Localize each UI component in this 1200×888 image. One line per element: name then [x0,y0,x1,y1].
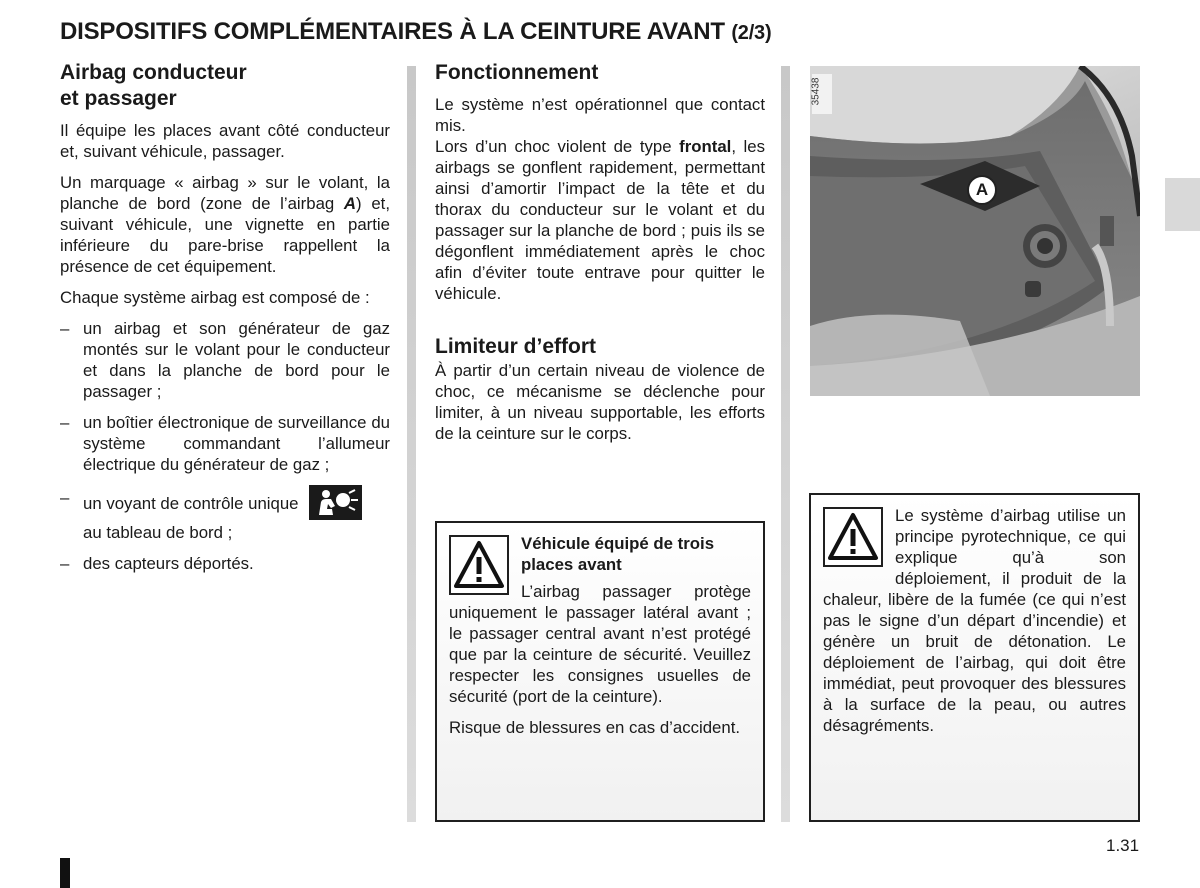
page-title-text: DISPOSITIFS COMPLÉMENTAIRES À LA CEINTURE AVANT [60,18,725,45]
list-item [60,553,390,574]
zone-a-ref: A [343,194,357,213]
print-mark [60,858,70,888]
airbag-paragraph-2a: Un marquage « airbag » sur le volant, la planche de bord (zone de l’airbag [60,173,390,213]
page-title [60,18,771,46]
list-item [60,412,390,475]
warning-triangle-icon [823,507,883,567]
callout-a: A [967,175,997,205]
airbag-heading-line1: Airbag conducteur [60,61,247,84]
bullet-text-2: un boîtier électronique de surveillance du système commandant l’allumeur électrique du générateur de gaz ; [83,413,390,474]
warning-box-title: Véhicule équipé de trois places avant [521,534,715,574]
fonctionnement-paragraph-2 [435,136,765,304]
warning-box-paragraph-1: L’airbag passager protège uniquement le passager latéral avant ; le passager central avant n’est protégé que par la ceinture de sécurité. Veuillez respecter les consignes usuelles de sécurité (port de la ceinture). [449,582,751,706]
bullet-text-1: un airbag et son générateur de gaz montés sur le volant pour le conducteur et dans la planche de bord pour le passager ; [83,319,390,401]
page-number: 1.31 [1106,836,1140,855]
column-airbag [60,60,390,574]
airbag-heading-line2: et passager [60,87,177,110]
warning-box-pyrotechnic [809,493,1140,822]
airbag-paragraph-1: Il équipe les places avant côté conducteur et, suivant véhicule, passager. [60,121,390,161]
bullet-dash: – [60,319,70,338]
dashboard-photo [810,66,1140,396]
bullet-dash: – [60,488,70,507]
warning-triangle-icon [449,535,509,595]
bullet-text-4: des capteurs déportés. [83,554,254,573]
airbag-paragraph-3: Chaque système airbag est composé de : [60,288,370,307]
figure-reference-number: 35438 [810,77,822,106]
fonctionnement-paragraph-1: Le système n’est opérationnel que contact mis. [435,95,765,135]
bullet-text-3b: au tableau de bord ; [83,523,233,542]
warning-box-paragraph-2: Risque de blessures en cas d’accident. [449,718,741,737]
airbag-paragraph-2 [60,172,390,277]
airbag-heading [60,60,390,112]
fonctionnement-paragraph-2b: , les airbags se gonflent rapidement, permettant ainsi d’amortir l’impact de la tête et du thorax du conducteur sur le volant et du passager sur la planche de bord ; puis ils se dégonflent immédiatement après le choc afin d’éviter toute entrave pour quitter le véhicule. [435,137,766,303]
bullet-dash: – [60,413,70,432]
bullet-text-3: un voyant de contrôle unique [83,493,304,513]
limiteur-heading: Limiteur d’effort [435,335,596,358]
figure-reference [812,74,832,114]
page-title-part: (2/3) [731,22,772,44]
column-fonctionnement [435,60,765,444]
list-item [60,487,390,543]
fonctionnement-paragraph-2a: Lors d’un choc violent de type [435,137,680,156]
column-divider [407,66,416,822]
bullet-dash: – [60,554,70,573]
list-item [60,318,390,402]
warning-box-paragraph: Le système d’airbag utilise un principe pyrotechnique, ce qui explique qu’à son déploiement, il produit de la chaleur, libère de la fumée (ce qui n’est pas le signe d’un départ d’incendie) et génère un bruit de détonation. Le déploiement de l’airbag, qui doit être immédiat, peut provoquer des blessures à la surface de la peau, ou autres désagréments. [823,506,1126,735]
frontal-emphasis: frontal [679,137,732,156]
airbag-paragraph-2b: ) et, suivant véhicule, une vignette en partie inférieure du pare-brise rappellent la présence de cet équipement. [60,194,390,276]
fonctionnement-heading: Fonctionnement [435,61,599,84]
column-divider [781,66,790,822]
limiteur-paragraph: À partir d’un certain niveau de violence de choc, ce mécanisme se déclenche pour limiter, à un niveau supportable, les efforts de la ceinture sur le corps. [435,361,765,443]
warning-box-three-seats [435,521,765,822]
airbag-warning-lamp-icon [309,485,362,520]
chapter-tab [1165,178,1200,231]
